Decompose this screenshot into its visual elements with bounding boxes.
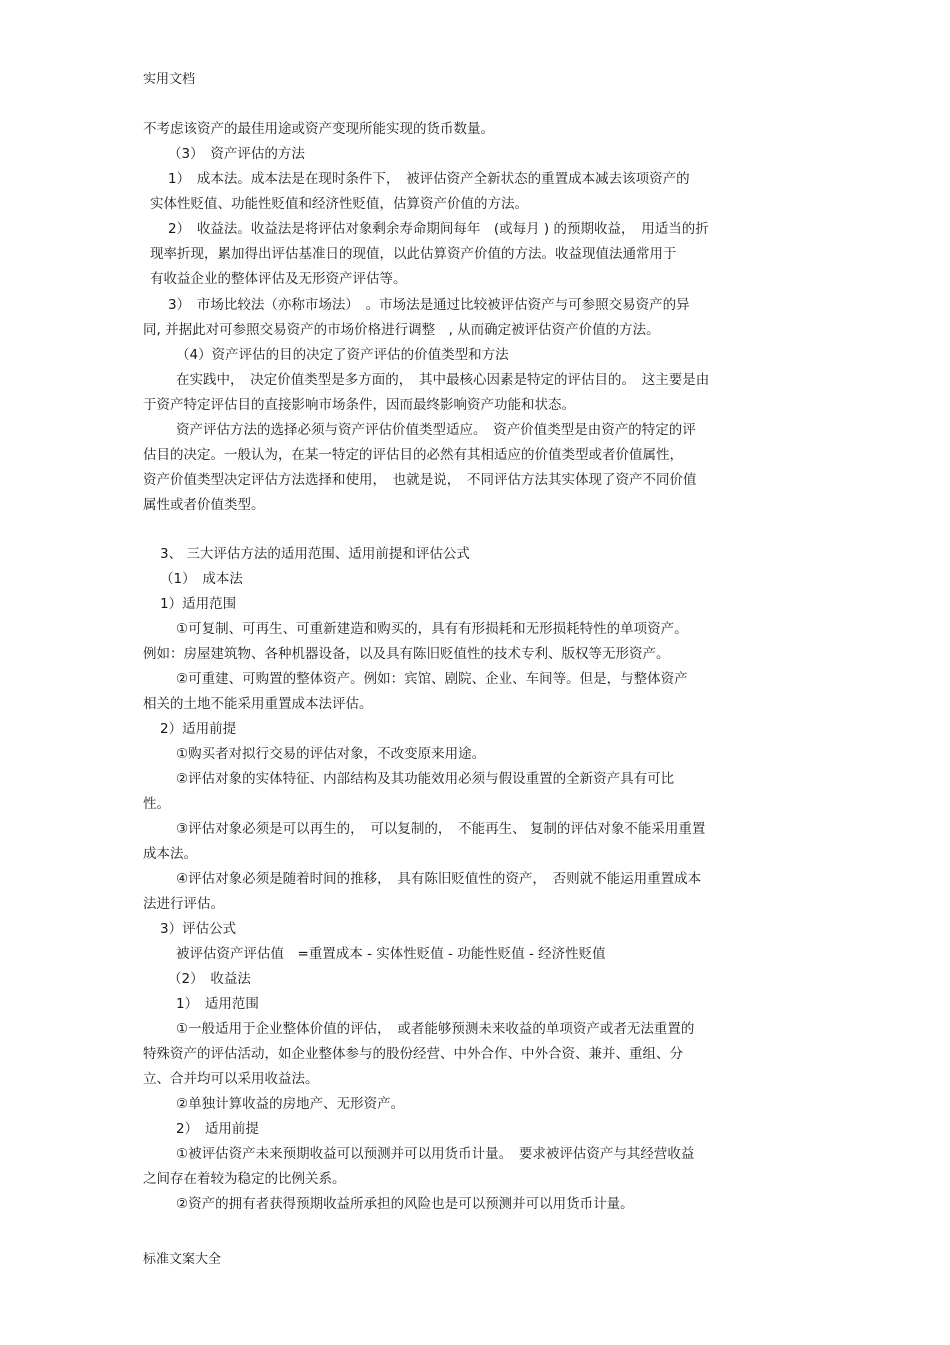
- text-line: ①被评估资产未来预期收益可以预测并可以用货币计量。 要求被评估资产与其经营收益: [176, 1146, 695, 1162]
- text-line: ①购买者对拟行交易的评估对象，不改变原来用途。: [176, 746, 486, 762]
- text-line: 估目的决定。一般认为，在某一特定的评估目的必然有其相适应的价值类型或者价值属性，: [143, 447, 683, 463]
- text-line: ②可重建、可购置的整体资产。例如：宾馆、剧院、企业、车间等。但是，与整体资产: [176, 671, 688, 687]
- text-line: 成本法。: [143, 846, 197, 862]
- page-footer: 标准文案大全: [143, 1252, 222, 1267]
- text-line: 资产评估方法的选择必须与资产评估价值类型适应。 资产价值类型是由资产的特定的评: [176, 422, 696, 438]
- text-line: 例如：房屋建筑物、各种机器设备，以及具有陈旧贬值性的技术专利、版权等无形资产。: [143, 646, 670, 662]
- text-line: （4）资产评估的目的决定了资产评估的价值类型和方法: [176, 347, 509, 363]
- section-heading: 3、 三大评估方法的适用范围、适用前提和评估公式: [160, 546, 470, 562]
- text-line: （3） 资产评估的方法: [168, 146, 305, 162]
- text-line: 2） 适用前提: [176, 1121, 259, 1137]
- text-line: 于资产特定评估目的直接影响市场条件，因而最终影响资产功能和状态。: [143, 397, 575, 413]
- text-line: 1） 成本法。成本法是在现时条件下， 被评估资产全新状态的重置成本减去该项资产的: [168, 171, 690, 187]
- page-header: 实用文档: [143, 72, 196, 87]
- text-line: ②单独计算收益的房地产、无形资产。: [176, 1096, 405, 1112]
- text-line: 不考虑该资产的最佳用途或资产变现所能实现的货币数量。: [143, 121, 494, 137]
- text-line: ①可复制、可再生、可重新建造和购买的，具有有形损耗和无形损耗特性的单项资产。: [176, 621, 688, 637]
- text-line: （2） 收益法: [168, 971, 251, 987]
- formula-line: 被评估资产评估值 =重置成本 - 实体性贬值 - 功能性贬值 - 经济性贬值: [176, 946, 606, 962]
- text-line: 法进行评估。: [143, 896, 224, 912]
- text-line: 1）适用范围: [160, 596, 237, 612]
- text-line: 3）评估公式: [160, 921, 237, 937]
- text-line: ③评估对象必须是可以再生的， 可以复制的， 不能再生、 复制的评估对象不能采用重置: [176, 821, 706, 837]
- text-line: ②评估对象的实体特征、内部结构及其功能效用必须与假设重置的全新资产具有可比: [176, 771, 675, 787]
- text-line: 现率折现，累加得出评估基准日的现值，以此估算资产价值的方法。收益现值法通常用于: [150, 246, 677, 262]
- text-line: 特殊资产的评估活动，如企业整体参与的股份经营、中外合作、中外合资、兼并、重组、分: [143, 1046, 683, 1062]
- text-line: 2）适用前提: [160, 721, 237, 737]
- text-line: ②资产的拥有者获得预期收益所承担的风险也是可以预测并可以用货币计量。: [176, 1196, 634, 1212]
- text-line: 1） 适用范围: [176, 996, 259, 1012]
- text-line: ④评估对象必须是随着时间的推移， 具有陈旧贬值性的资产， 否则就不能运用重置成本: [176, 871, 702, 887]
- text-line: 实体性贬值、功能性贬值和经济性贬值，估算资产价值的方法。: [150, 196, 528, 212]
- text-line: 之间存在着较为稳定的比例关系。: [143, 1171, 346, 1187]
- text-line: 属性或者价值类型。: [143, 497, 265, 513]
- text-line: 2） 收益法。收益法是将评估对象剩余寿命期间每年 (或每月 ) 的预期收益， 用适当的折: [168, 221, 709, 237]
- text-line: 3） 市场比较法（亦称市场法） 。市场法是通过比较被评估资产与可参照交易资产的异: [168, 297, 690, 313]
- text-line: 在实践中， 决定价值类型是多方面的， 其中最核心因素是特定的评估目的。 这主要是由: [176, 372, 710, 388]
- text-line: 立、合并均可以采用收益法。: [143, 1071, 319, 1087]
- text-line: 性。: [143, 796, 170, 812]
- text-line: 同, 并据此对可参照交易资产的市场价格进行调整 , 从而确定被评估资产价值的方法。: [143, 322, 660, 338]
- text-line: （1） 成本法: [160, 571, 243, 587]
- text-line: 有收益企业的整体评估及无形资产评估等。: [150, 271, 407, 287]
- text-line: ①一般适用于企业整体价值的评估， 或者能够预测未来收益的单项资产或者无法重置的: [176, 1021, 695, 1037]
- text-line: 相关的土地不能采用重置成本法评估。: [143, 696, 373, 712]
- text-line: 资产价值类型决定评估方法选择和使用， 也就是说， 不同评估方法其实体现了资产不同价值: [143, 472, 697, 488]
